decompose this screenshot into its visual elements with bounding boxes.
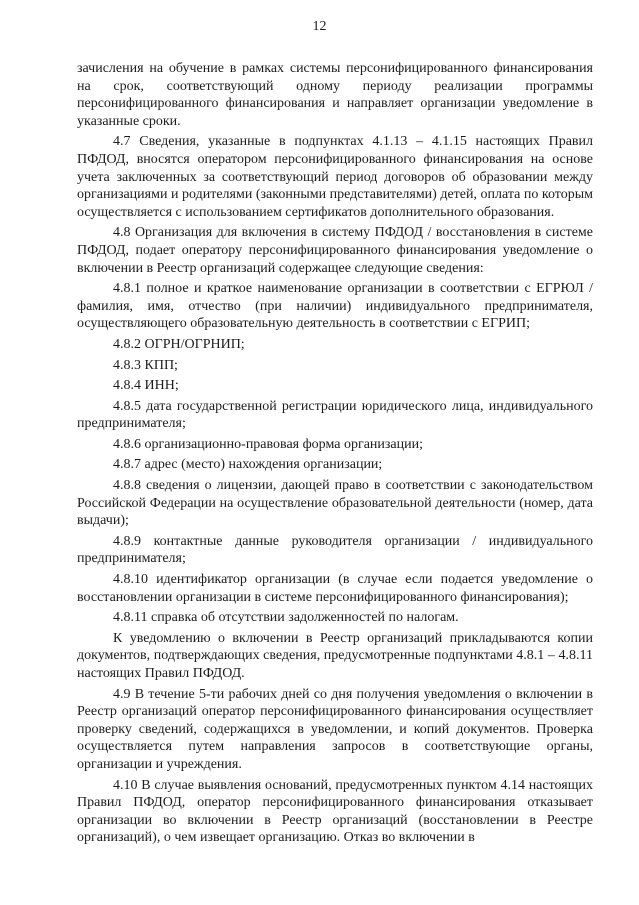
paragraph-p13: 4.8.11 справка об отсутствии задолженностей по налогам.: [113, 610, 459, 626]
paragraph-p9: 4.8.7 адрес (место) нахождения организации;: [113, 457, 383, 473]
paragraph-p4: 4.8.2 ОГРН/ОГРНИП;: [113, 336, 245, 352]
paragraph-p5: 4.8.3 КПП;: [113, 357, 178, 373]
paragraph-p0: зачисления на обучение в рамках системы персонифицированного финансирования на срок, соответствующий одному периоду реализации программы персонифицированного финансирования и направляет организации уведомление в указанные сроки.: [77, 61, 593, 129]
page-number: 12: [312, 19, 327, 34]
paragraph-p10: 4.8.8 сведения о лицензии, дающей право в соответствии с законодательством Российской Федерации на осуществление образовательной деятельности (номер, дата выдачи);: [77, 478, 593, 529]
paragraph-p6: 4.8.4 ИНН;: [113, 378, 179, 394]
paragraph-p2: 4.8 Организация для включения в систему ПФДОД / восстановления в системе ПФДОД, подает оператору персонифицированного финансирования уведомление о включении в Реестр организаций содержащее следующие сведения:: [77, 225, 593, 276]
paragraph-p8: 4.8.6 организационно-правовая форма организации;: [113, 436, 424, 452]
document-body: [77, 60, 593, 850]
paragraph-p1: 4.7 Сведения, указанные в подпунктах 4.1.13 – 4.1.15 настоящих Правил ПФДОД, вносятся оператором персонифицированного финансирования на основе учета заключенных за соответствующий период договоров об образовании между организациями и родителями (законными представителями) детей, оплата по которым осуществляется с использованием сертификатов дополнительного образования.: [77, 134, 593, 220]
paragraph-p16: 4.10 В случае выявления оснований, предусмотренных пунктом 4.14 настоящих Правил ПФДОД, оператор персонифицированного финансирования отказывает организации во включении в Реестр организаций (восстановлении в Реестре организаций), о чем извещает организацию. Отказ во включении в: [77, 777, 593, 846]
paragraph-p3: 4.8.1 полное и краткое наименование организации в соответствии с ЕГРЮЛ / фамилия, имя, отчество (при наличии) индивидуального предпринимателя, осуществляющего образовательную деятельность в соответствии с ЕГРИП;: [77, 281, 593, 332]
paragraph-p15: 4.9 В течение 5-ти рабочих дней со дня получения уведомления о включении в Реестр организаций оператор персонифицированного финансирования осуществляет проверку сведений, содержащихся в уведомлении, и копий документов. Проверка осуществляется путем направления запросов в соответствующие органы, организации и учреждения.: [77, 686, 593, 772]
paragraph-p12: 4.8.10 идентификатор организации (в случае если подается уведомление о восстановлении организации в системе персонифицированного финансирования);: [77, 572, 593, 605]
paragraph-p7: 4.8.5 дата государственной регистрации юридического лица, индивидуального предпринимателя;: [77, 398, 593, 432]
paragraph-p14: К уведомлению о включении в Реестр организаций прикладываются копии документов, подтверждающих сведения, предусмотренные подпунктами 4.8.1 – 4.8.11 настоящих Правил ПФДОД.: [77, 630, 593, 681]
paragraph-p11: 4.8.9 контактные данные руководителя организации / индивидуального предпринимателя;: [77, 533, 593, 567]
